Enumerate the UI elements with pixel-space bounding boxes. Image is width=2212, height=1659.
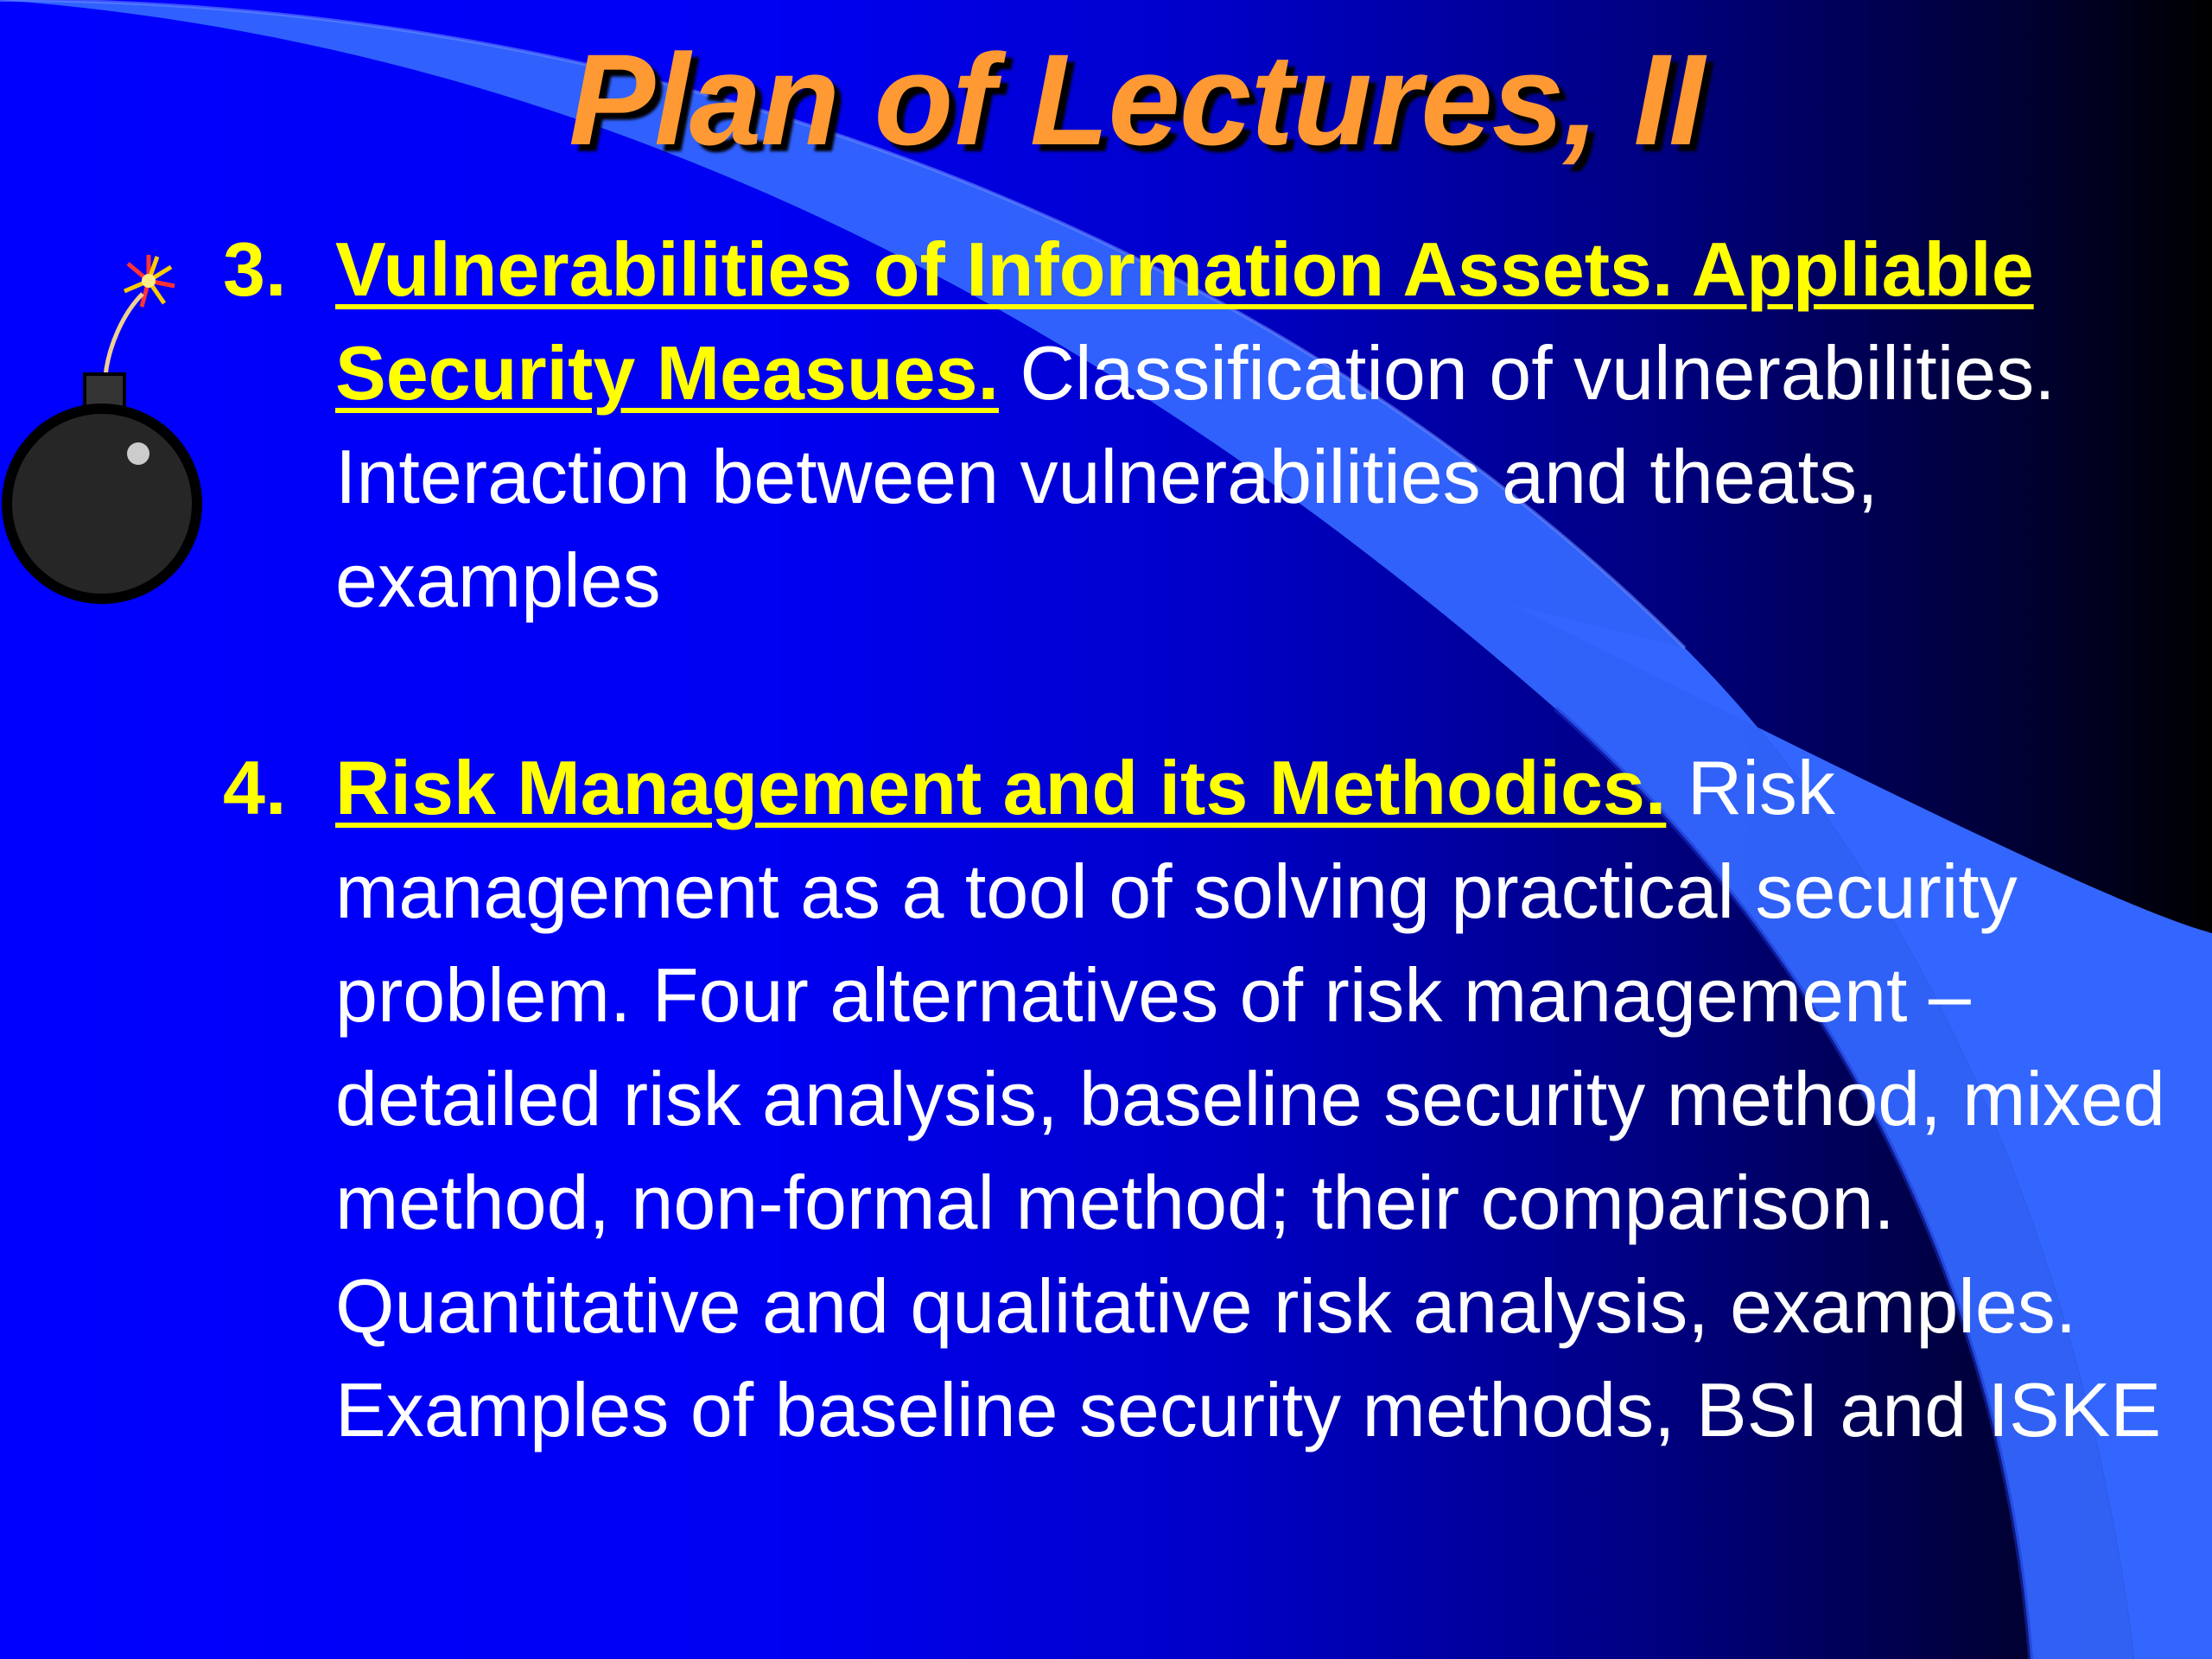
item-number: 3. (223, 226, 287, 312)
list-item (223, 218, 2184, 632)
item-body (335, 736, 2184, 1462)
list-item (223, 736, 2184, 1462)
item-body (335, 218, 2184, 632)
item-heading: Risk Management and its Methodics. (335, 745, 1667, 830)
item-heading: Vulnerabilities of Information Assets. Appliable Security Measues. (335, 226, 2034, 416)
lecture-list (223, 218, 2184, 1462)
bomb-icon (0, 246, 207, 609)
item-number: 4. (223, 745, 287, 830)
item-text: Classification of vulnerabilities. Interaction between vulnerabilities and theats, examples (335, 330, 2056, 623)
item-text: Risk management as a tool of solving practical security problem. Four alternatives of risk management – detailed risk analysis, baseline security method, mixed method, non-formal method; their comparison. Quantitative and qualitative risk analysis, examples. Examples of baseline security methods, BSI and ISKE (335, 745, 2165, 1452)
slide-title: Plan of Lectures, II (569, 27, 1704, 172)
